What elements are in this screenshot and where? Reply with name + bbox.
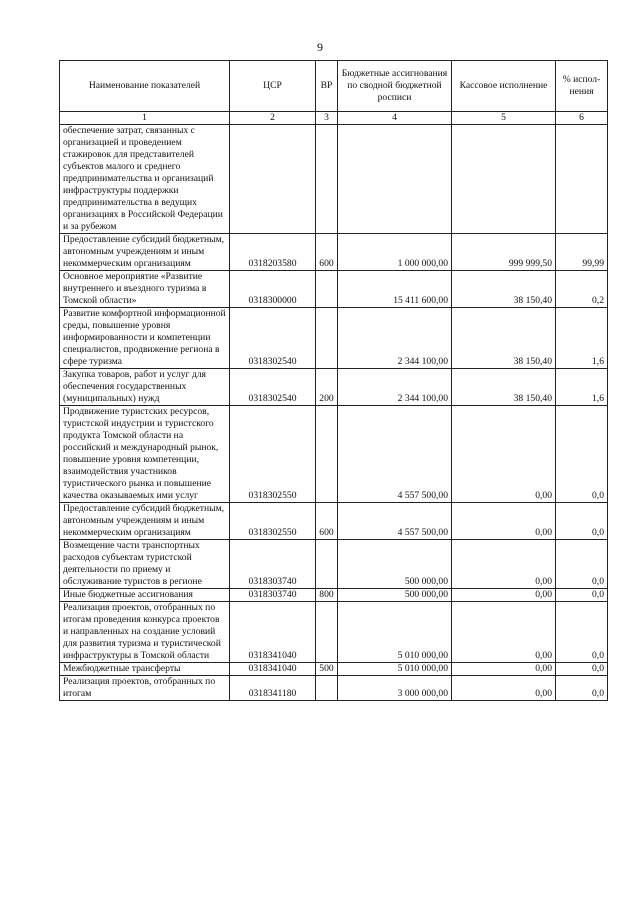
table-row (60, 676, 608, 701)
header-budget: Бюджетные ассигнования по сводной бюджетной росписи (338, 61, 452, 112)
row-cash-execution: 0,00 (452, 589, 556, 602)
column-number: 1 (60, 112, 230, 125)
row-vr: 600 (316, 234, 338, 271)
row-vr (316, 308, 338, 369)
row-execution-percent: 0,0 (556, 602, 608, 663)
row-execution-percent: 0,0 (556, 663, 608, 676)
row-csr: 0318341180 (230, 676, 316, 701)
row-cash-execution: 0,00 (452, 540, 556, 589)
row-name: Предоставление субсидий бюджетным, автономным учреждениям и иным некоммерческим организациям (60, 503, 230, 540)
page-number: 9 (317, 40, 323, 54)
header-name: Наименование показателей (60, 61, 230, 112)
row-execution-percent: 0,0 (556, 676, 608, 701)
row-vr (316, 540, 338, 589)
budget-execution-table (59, 60, 608, 701)
row-budget-amount (338, 125, 452, 234)
row-budget-amount: 500 000,00 (338, 540, 452, 589)
row-execution-percent: 0,0 (556, 540, 608, 589)
row-execution-percent: 0,0 (556, 406, 608, 503)
row-name: Возмещение части транспортных расходов субъектам туристской деятельности по приему и обслуживание туристов в регионе (60, 540, 230, 589)
row-execution-percent (556, 125, 608, 234)
row-name: Реализация проектов, отобранных по итогам (60, 676, 230, 701)
table-row (60, 234, 608, 271)
row-name: Развитие комфортной информационной среды, повышение уровня информированности и компетенции специалистов, продвижение региона в сфере туризма (60, 308, 230, 369)
table-row (60, 663, 608, 676)
row-cash-execution: 0,00 (452, 503, 556, 540)
row-name: Иные бюджетные ассигнования (60, 589, 230, 602)
row-budget-amount: 5 010 000,00 (338, 602, 452, 663)
row-vr (316, 271, 338, 308)
row-vr: 600 (316, 503, 338, 540)
row-cash-execution: 0,00 (452, 663, 556, 676)
row-csr: 0318302550 (230, 503, 316, 540)
table-row (60, 406, 608, 503)
row-budget-amount: 4 557 500,00 (338, 503, 452, 540)
row-budget-amount: 2 344 100,00 (338, 308, 452, 369)
header-pct: % испол-нения (556, 61, 608, 112)
table-row (60, 271, 608, 308)
table-row (60, 589, 608, 602)
column-number: 4 (338, 112, 452, 125)
row-cash-execution: 38 150,40 (452, 369, 556, 406)
table-row (60, 503, 608, 540)
row-csr: 0318203580 (230, 234, 316, 271)
row-csr: 0318303740 (230, 589, 316, 602)
row-csr: 0318302540 (230, 369, 316, 406)
row-name: Закупка товаров, работ и услуг для обеспечения государственных (муниципальных) нужд (60, 369, 230, 406)
row-csr: 0318300000 (230, 271, 316, 308)
table-row (60, 308, 608, 369)
table-row (60, 602, 608, 663)
row-cash-execution: 0,00 (452, 406, 556, 503)
row-csr: 0318303740 (230, 540, 316, 589)
row-budget-amount: 5 010 000,00 (338, 663, 452, 676)
column-number-row (60, 112, 608, 125)
row-csr: 0318302540 (230, 308, 316, 369)
row-budget-amount: 4 557 500,00 (338, 406, 452, 503)
column-number: 6 (556, 112, 608, 125)
row-vr (316, 125, 338, 234)
row-csr (230, 125, 316, 234)
row-execution-percent: 0,0 (556, 503, 608, 540)
row-csr: 0318341040 (230, 602, 316, 663)
column-number: 2 (230, 112, 316, 125)
row-vr (316, 602, 338, 663)
row-vr (316, 676, 338, 701)
row-budget-amount: 1 000 000,00 (338, 234, 452, 271)
row-vr (316, 406, 338, 503)
row-execution-percent: 1,6 (556, 369, 608, 406)
row-cash-execution: 38 150,40 (452, 271, 556, 308)
column-number: 3 (316, 112, 338, 125)
table-row (60, 125, 608, 234)
row-name: обеспечение затрат, связанных с организацией и проведением стажировок для представителей субъектов малого и среднего предпринимательства и организаций инфраструктуры поддержки предпринимательства в ведущих организациях в Российской Федерации и за рубежом (60, 125, 230, 234)
row-name: Реализация проектов, отобранных по итогам проведения конкурса проектов и направленных на создание условий для развития туризма и туристической инфраструктуры в Томской области (60, 602, 230, 663)
row-name: Предоставление субсидий бюджетным, автономным учреждениям и иным некоммерческим организациям (60, 234, 230, 271)
row-csr: 0318341040 (230, 663, 316, 676)
row-cash-execution: 0,00 (452, 676, 556, 701)
row-budget-amount: 2 344 100,00 (338, 369, 452, 406)
row-vr: 200 (316, 369, 338, 406)
table-row (60, 540, 608, 589)
table-row (60, 369, 608, 406)
row-budget-amount: 500 000,00 (338, 589, 452, 602)
row-vr: 800 (316, 589, 338, 602)
row-name: Продвижение туристских ресурсов, туристской индустрии и туристского продукта Томской области на российский и международный рынок, повышение уровня компетенции, взаимодействия участников туристического рынка и повышение качества оказываемых ими услуг (60, 406, 230, 503)
row-budget-amount: 3 000 000,00 (338, 676, 452, 701)
row-name: Межбюджетные трансферты (60, 663, 230, 676)
row-execution-percent: 0,2 (556, 271, 608, 308)
header-csr: ЦСР (230, 61, 316, 112)
row-csr: 0318302550 (230, 406, 316, 503)
row-execution-percent: 1,6 (556, 308, 608, 369)
row-cash-execution: 38 150,40 (452, 308, 556, 369)
row-execution-percent: 0,0 (556, 589, 608, 602)
row-name: Основное мероприятие «Развитие внутреннего и въездного туризма в Томской области» (60, 271, 230, 308)
row-cash-execution: 999 999,50 (452, 234, 556, 271)
column-number: 5 (452, 112, 556, 125)
row-execution-percent: 99,99 (556, 234, 608, 271)
row-cash-execution: 0,00 (452, 602, 556, 663)
row-cash-execution (452, 125, 556, 234)
row-budget-amount: 15 411 600,00 (338, 271, 452, 308)
header-cash: Кассовое исполнение (452, 61, 556, 112)
row-vr: 500 (316, 663, 338, 676)
header-vr: ВР (316, 61, 338, 112)
table-header-row (60, 61, 608, 112)
